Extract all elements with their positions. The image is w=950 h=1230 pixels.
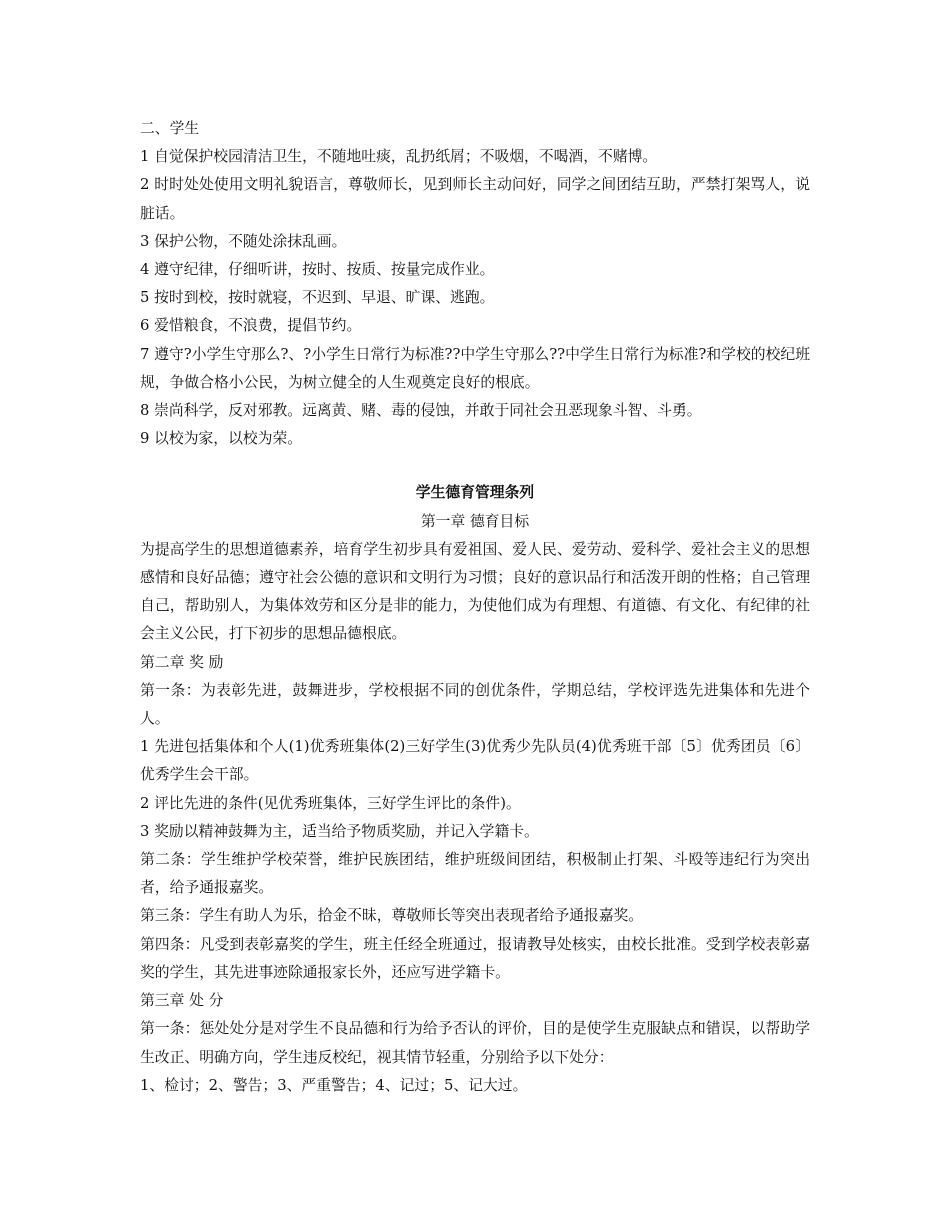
article-paragraph: 第一条：为表彰先进，鼓舞进步，学校根据不同的创优条件，学期总结，学校评选先进集体和先进个人。 bbox=[140, 681, 810, 728]
article-paragraph: 3 奖励以精神鼓舞为主，适当给予物质奖励，并记入学籍卡。 bbox=[140, 822, 539, 840]
rule-item: 8 崇尚科学，反对邪教。远离黄、赌、毒的侵蚀，并敢于同社会丑恶现象斗智、斗勇。 bbox=[140, 402, 702, 420]
article-paragraph: 2 评比先进的条件(见优秀班集体，三好学生评比的条件)。 bbox=[140, 794, 521, 812]
rule-item: 2 时时处处使用文明礼貌语言，尊敬师长，见到师长主动问好，同学之间团结互助，严禁打架骂人，说脏话。 bbox=[140, 176, 810, 222]
chapter-paragraph: 为提高学生的思想道德素养，培育学生初步具有爱祖国、爱人民、爱劳动、爱科学、爱社会主义的思想感情和良好品德；遵守社会公德的意识和文明行为习惯；良好的意识品行和活泼开朗的性格；自己管理自己，帮助别人，为集体效劳和区分是非的能力，为使他们成为有理想、有道德、有文化、有纪律的社会主义公民，打下初步的思想品德根底。 bbox=[140, 540, 810, 643]
section-spacer bbox=[140, 453, 810, 479]
article-paragraph: 第二条：学生维护学校荣誉，维护民族团结，维护班级间团结，积极制止打架、斗殴等违纪行为突出者，给予通报嘉奖。 bbox=[140, 851, 810, 897]
article-paragraph: 第一条：惩处处分是对学生不良品德和行为给予否认的评价，目的是使学生克服缺点和错误，以帮助学生改正、明确方向，学生违反校纪，视其情节轻重，分别给予以下处分： bbox=[140, 1020, 810, 1066]
rule-item: 1 自觉保护校园清洁卫生，不随地吐痰，乱扔纸屑；不吸烟，不喝酒，不赌博。 bbox=[140, 148, 658, 166]
rule-item: 7 遵守?小学生守那么?、?小学生日常行为标准??中学生守那么??中学生日常行为标准?和学校的校纪班规，争做合格小公民，为树立健全的人生观奠定良好的根底。 bbox=[140, 345, 810, 391]
section-heading: 二、学生 bbox=[140, 120, 200, 137]
rule-item: 5 按时到校，按时就寝，不迟到、早退、旷课、逃跑。 bbox=[140, 289, 495, 307]
rule-item: 3 保护公物，不随处涂抹乱画。 bbox=[140, 232, 347, 250]
document-page bbox=[140, 115, 810, 1100]
chapter-heading: 第三章 处 分 bbox=[140, 992, 224, 1010]
rule-item: 4 遵守纪律，仔细听讲，按时、按质、按量完成作业。 bbox=[140, 261, 495, 279]
article-paragraph: 第三条：学生有助人为乐，拾金不昧，尊敬师长等突出表现者给予通报嘉奖。 bbox=[140, 907, 644, 925]
article-paragraph: 1、检讨；2、警告；3、严重警告；4、记过；5、记大过。 bbox=[140, 1076, 528, 1094]
document-title: 学生德育管理条列 bbox=[415, 484, 535, 502]
rule-item: 9 以校为家，以校为荣。 bbox=[140, 430, 303, 448]
article-paragraph: 第四条：凡受到表彰嘉奖的学生，班主任经全班通过，报请教导处核实，由校长批准。受到学校表彰嘉奖的学生，其先进事迹除通报家长外，还应写进学籍卡。 bbox=[140, 935, 810, 981]
chapter-heading: 第一章 德育目标 bbox=[420, 512, 530, 530]
rule-item: 6 爱惜粮食，不浪费，提倡节约。 bbox=[140, 317, 362, 335]
chapter-heading: 第二章 奖 励 bbox=[140, 653, 224, 671]
article-paragraph: 1 先进包括集体和个人(1)优秀班集体(2)三好学生(3)优秀少先队员(4)优秀班干部〔5〕优秀团员〔6〕优秀学生会干部。 bbox=[140, 738, 810, 784]
